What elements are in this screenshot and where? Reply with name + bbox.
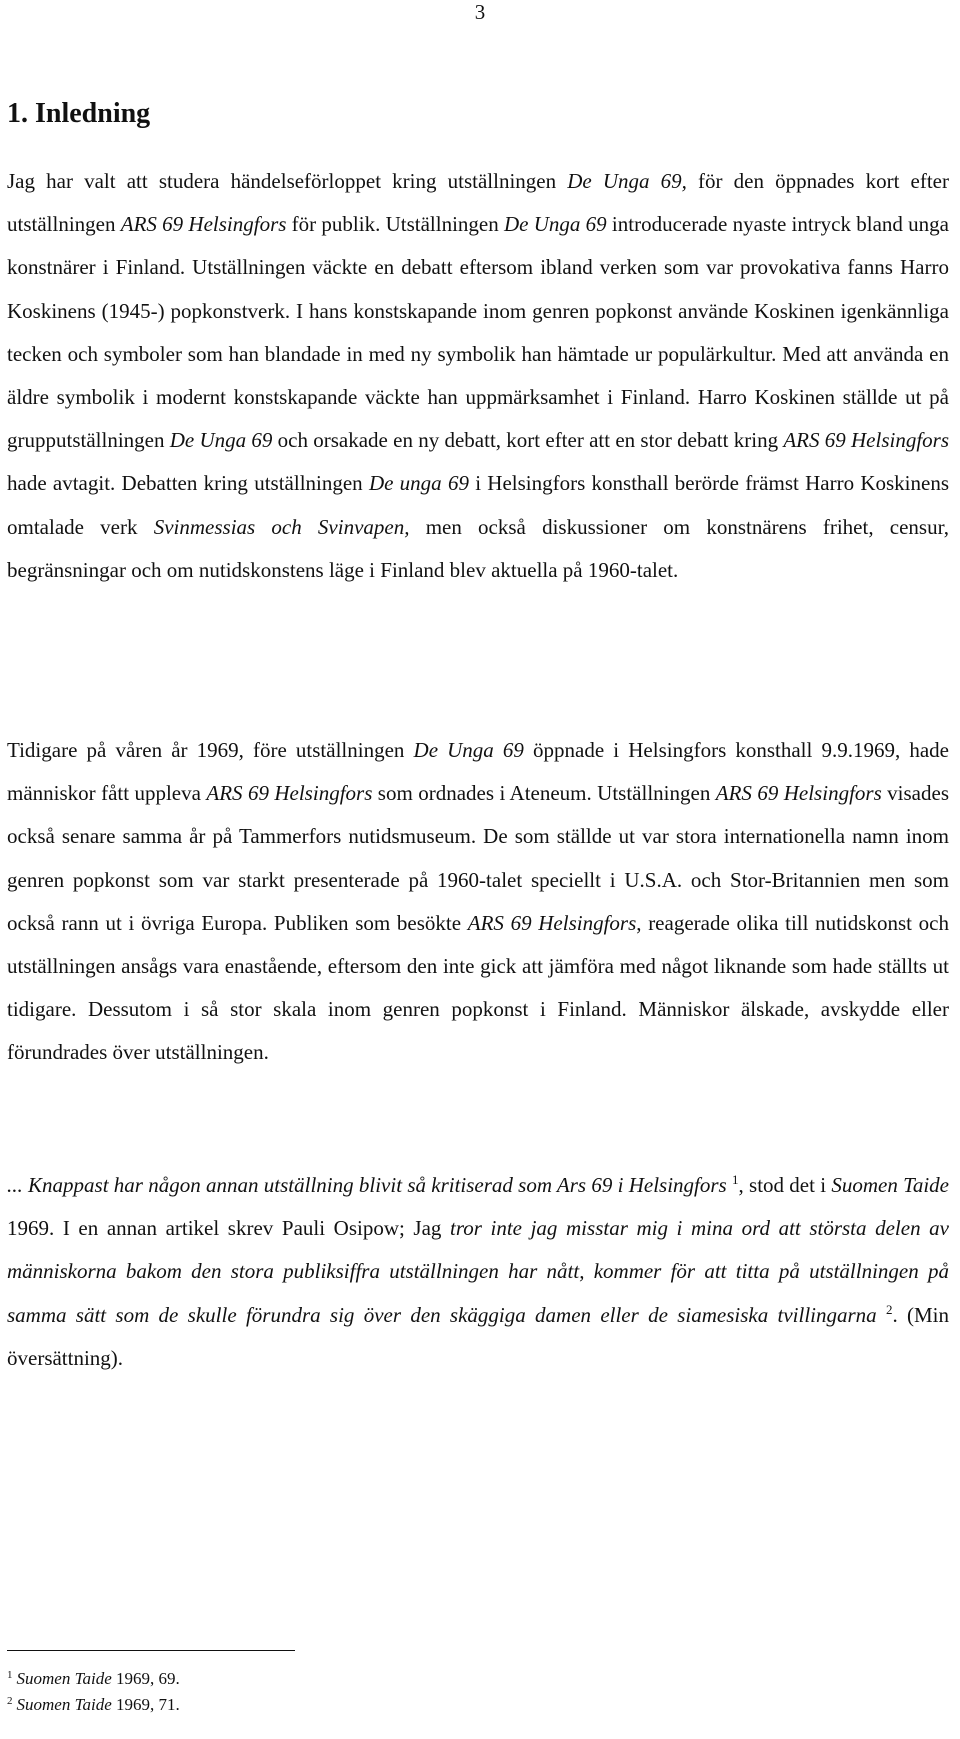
text-run: visades också senare samma år på Tammerfors nutidsmuseum. De som ställde ut var stora internationella namn inom genren popkonst som var starkt presenterade på 1960-talet speciellt i U.S.A. och Stor-Britannien men som också rann ut i övriga Europa. Publiken som besökte — [7, 781, 949, 935]
text-run: hade avtagit. Debatten kring utställningen — [7, 471, 369, 496]
text-run — [877, 1303, 886, 1327]
italic-text: ... Knappast har någon annan utställning blivit så kritiserad som Ars 69 i Helsingfors — [7, 1173, 727, 1197]
italic-text: tror inte jag misstar mig i mina ord att största delen av människorna bakom den stora publiksiffra utställningen har nått, kommer för att titta på utställningen på samma sätt som de skulle förundra sig över den skäggiga damen eller de siamesiska tvillingarna — [7, 1216, 949, 1327]
text-run: , reagerade olika till nutidskonst och utställningen ansågs vara enastående, eftersom den inte gick att jämföra med något liknande som hade ställts ut tidigare. Dessutom i så stor skala inom genren popkonst i Finland. Människor älskade, avskydde eller förundrades över utställningen. — [7, 910, 949, 1065]
italic-text: De Unga 69, — [567, 169, 687, 193]
text-run: introducerade nyaste intryck bland unga konstnärer i Finland. Utställningen väckte en debatt eftersom ibland verken som var provokativa fanns Harro Koskinens (1945-) popkonstverk. I hans konstskapande inom genren popkonst använde Koskinen igenkännliga tecken och symboler som han blandade in med ny symbolik han hämtade ur populärkultur. Med att använda en äldre symbolik i modernt konstskapande väckte han uppmärksamhet i Finland. Harro Koskinen ställde ut på grupputställningen — [7, 212, 949, 453]
italic-text: ARS 69 Helsingfors — [715, 781, 882, 806]
paragraph-quotes — [7, 1164, 949, 1380]
text-run: öppnade i Helsingfors konsthall 9.9.1969, hade människor fått uppleva — [7, 738, 949, 806]
footnote — [7, 1664, 180, 1690]
text-run: och orsakade en ny debatt, kort efter att en stor debatt kring — [272, 428, 784, 453]
text-run: för publik. Utställningen — [286, 212, 504, 237]
footnote-detail: 1969, 71. — [111, 1695, 180, 1714]
italic-text: ARS 69 Helsingfors — [783, 428, 950, 453]
italic-text: De Unga 69 — [413, 738, 524, 762]
footnote-detail: 1969, 69. — [111, 1669, 180, 1688]
italic-text: ARS 69 Helsingfors — [206, 781, 373, 806]
page-number: 3 — [474, 0, 486, 24]
text-run: i Helsingfors konsthall berörde främst Harro Koskinens omtalade verk — [7, 471, 949, 539]
paragraph-ars69 — [7, 729, 949, 1075]
footnote-ref: 2 — [885, 1301, 893, 1317]
footnote — [7, 1690, 180, 1716]
italic-text: ARS 69 Helsingfors — [467, 910, 637, 935]
italic-text: ARS 69 Helsingfors — [120, 212, 287, 237]
italic-text: De Unga 69 — [169, 428, 273, 453]
footnote-source: Suomen Taide — [16, 1695, 112, 1714]
section-heading: 1. Inledning — [7, 98, 151, 129]
footnote-number: 1 — [7, 1669, 13, 1681]
text-run: Tidigare på våren år 1969, före utställningen — [7, 738, 414, 762]
text-run: men också diskussioner om konstnärens frihet, censur, begränsningar och om nutidskonstens läge i Finland blev aktuella på 1960-talet. — [7, 514, 949, 582]
italic-text: Suomen Taide — [831, 1173, 950, 1197]
footnote-number: 2 — [7, 1695, 13, 1707]
footnotes — [7, 1664, 180, 1716]
text-run: . (Min översättning). — [7, 1302, 950, 1370]
italic-text: Svinmessias och Svinvapen, — [153, 514, 410, 539]
footnote-ref: 1 — [732, 1172, 739, 1187]
text-run: 1969. I en annan artikel skrev Pauli Osipow; Jag — [7, 1216, 451, 1241]
text-run: Jag har valt att studera händelseförloppet kring utställningen — [7, 169, 568, 193]
text-run: för den öppnades kort efter utställningen — [7, 169, 949, 237]
text-run: , stod det i — [738, 1173, 832, 1197]
italic-text: De unga 69 — [368, 471, 469, 496]
footnote-source: Suomen Taide — [16, 1669, 112, 1688]
text-run: som ordnades i Ateneum. Utställningen — [372, 781, 716, 806]
paragraph-intro — [7, 160, 949, 592]
italic-text: De Unga 69 — [504, 212, 607, 237]
footnote-divider — [7, 1650, 295, 1651]
